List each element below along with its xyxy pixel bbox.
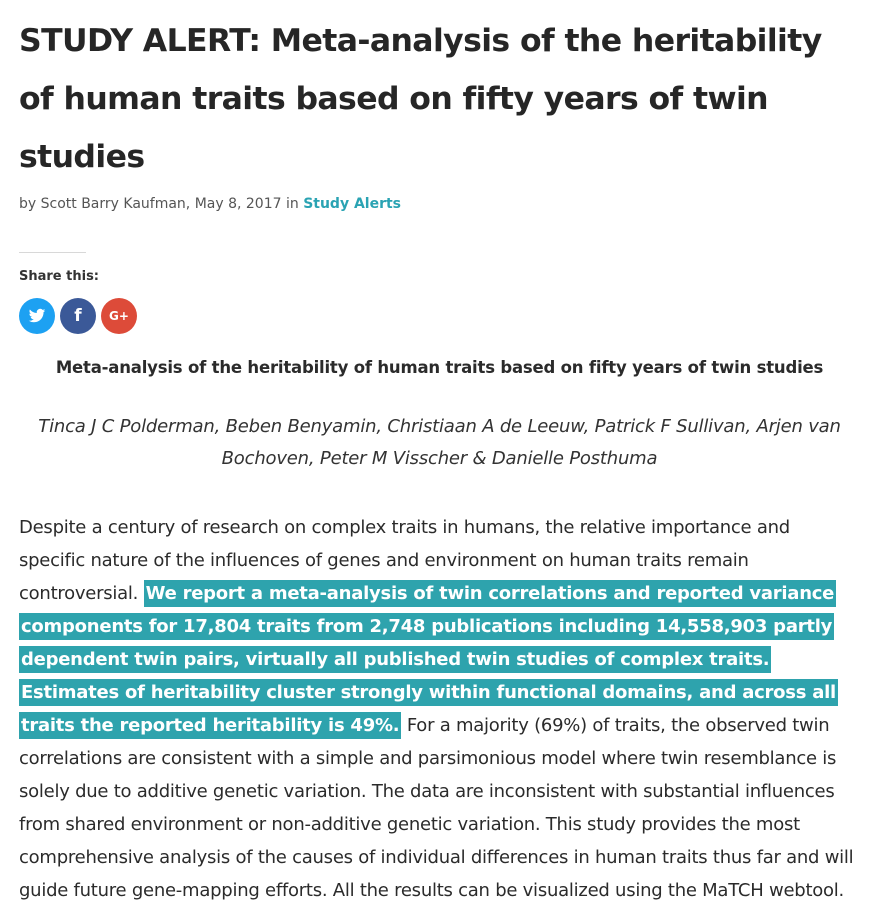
twitter-share-button[interactable] [19, 298, 55, 334]
abstract-intro: Despite a century of research on complex traits in humans, the relative importance and specific nature of the influences of genes and environment on human traits remain controversial. [19, 517, 790, 604]
byline-text: by Scott Barry Kaufman, May 8, 2017 in [19, 196, 299, 212]
share-label: Share this: [19, 269, 100, 284]
paper-authors: Tinca J C Polderman, Beben Benyamin, Christiaan A de Leeuw, Patrick F Sullivan, Arjen van Bochoven, Peter M Visscher & Danielle Posthuma [38, 416, 841, 469]
paper-title: Meta-analysis of the heritability of human traits based on fifty years of twin studies [55, 358, 824, 377]
category-link[interactable]: Study Alerts [303, 196, 402, 212]
facebook-share-button[interactable] [60, 298, 96, 334]
byline [19, 196, 860, 212]
share-buttons [19, 298, 860, 334]
twitter-icon [28, 307, 46, 325]
article-title: STUDY ALERT: Meta-analysis of the heritability of human traits based on fifty years of twin studies [19, 23, 822, 175]
abstract-rest: For a majority (69%) of traits, the observed twin correlations are consistent with a simple and parsimonious model where twin resemblance is solely due to additive genetic variation. The data are inconsistent with substantial influences from shared environment or non-additive genetic variation. This study provides the most comprehensive analysis of the causes of individual differences in human traits thus far and will guide future gene-mapping efforts. All the results can be visualized using the MaTCH webtool. [19, 715, 854, 901]
divider [19, 252, 86, 253]
google-plus-share-button[interactable] [101, 298, 137, 334]
abstract-highlight: We report a meta-analysis of twin correlations and reported variance components for 17,804 traits from 2,748 publications including 14,558,903 partly dependent twin pairs, virtually all published twin studies of complex traits. Estimates of heritability cluster strongly within functional domains, and across all traits the reported heritability is 49%. [19, 580, 838, 739]
google-plus-icon: G+ [109, 309, 129, 323]
facebook-icon: f [74, 306, 82, 326]
paper-abstract [19, 511, 860, 907]
